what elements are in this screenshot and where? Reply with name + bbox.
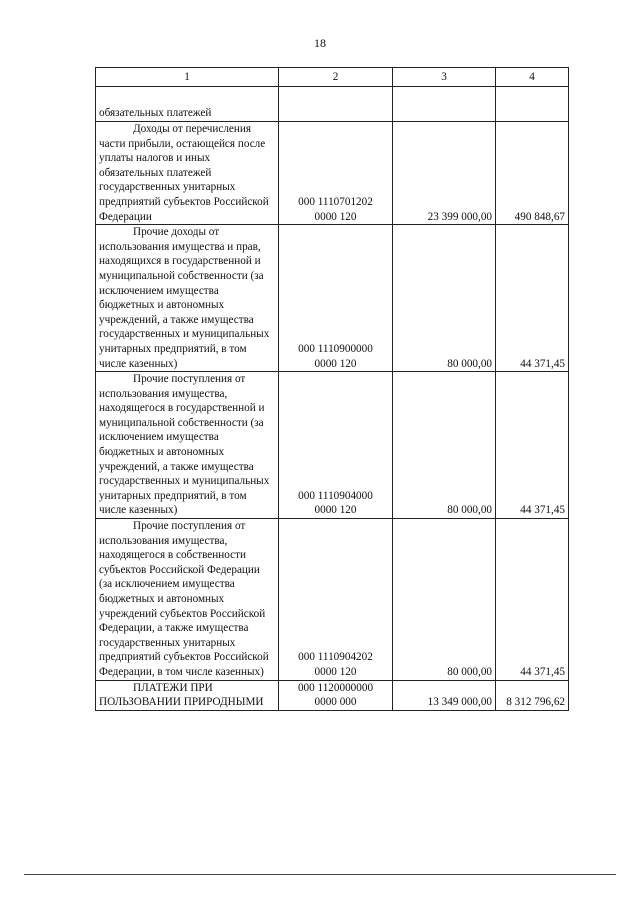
row-code-line1: 000 1110904000 <box>298 489 373 502</box>
revenue-table <box>95 67 569 711</box>
row-fact-value: 44 371,45 <box>496 519 569 681</box>
row-code-line1: 000 1110904202 <box>298 651 373 664</box>
row-fact-value: 44 371,45 <box>496 372 569 519</box>
row-code-cell <box>279 122 393 225</box>
row-name-rest: использования имущества и прав, находящихся в государственной и муниципальной собственности (за исключением имущества бюджетных и автономных учреждений, а также имущества государственных и муниципальных унитарных предприятий, в том числе казенных) <box>99 240 270 370</box>
row-code-line1: 000 1120000000 <box>297 681 374 694</box>
bottom-divider <box>24 874 616 875</box>
row-name-cell <box>96 122 279 225</box>
row-code-cell <box>279 372 393 519</box>
row-name-first-line: Прочие поступления от <box>133 373 246 386</box>
row-fact-value: 44 371,45 <box>496 225 569 372</box>
row-code-line1: 000 1110701202 <box>298 195 373 208</box>
row-code-line2: 0000 120 <box>314 665 357 678</box>
row-name-cell <box>96 225 279 372</box>
row-plan-value: 23 399 000,00 <box>393 122 496 225</box>
page-number: 18 <box>314 36 326 50</box>
row-name-first-line: Прочие поступления от <box>133 520 246 533</box>
row-name-first-line: Прочие доходы от <box>133 226 220 239</box>
continuation-cell <box>96 87 279 122</box>
table-row-continuation <box>96 87 569 122</box>
row-code-line2: 0000 120 <box>314 210 357 223</box>
row-name-rest: использования имущества, находящегося в государственной и муниципальной собственности (за исключением имущества бюджетных и автономных учреждений, а также имущества государственных и муниципальных унитарных предприятий, в том числе казенных) <box>99 387 270 517</box>
empty-cell <box>496 87 569 122</box>
row-code-cell <box>279 519 393 681</box>
row-name-first-line: ПЛАТЕЖИ ПРИ <box>133 681 213 694</box>
row-name-cell <box>96 680 279 710</box>
empty-cell <box>393 87 496 122</box>
row-fact-value: 490 848,67 <box>496 122 569 225</box>
row-fact-value: 8 312 796,62 <box>496 680 569 710</box>
row-name-first-line: Доходы от перечисления <box>133 123 252 135</box>
row-name-rest: использования имущества, находящегося в собственности субъектов Российской Федерации (за исключением имущества бюджетных и автономных учреждений субъектов Российской Федерации, а также имущества государственных унитарных предприятий субъектов Российской Федерации, в том числе казенных) <box>99 534 269 678</box>
row-name-cell <box>96 372 279 519</box>
column-header-4: 4 <box>496 68 569 87</box>
row-plan-value: 80 000,00 <box>393 225 496 372</box>
row-plan-value: 13 349 000,00 <box>393 680 496 710</box>
row-code-line2: 0000 120 <box>314 504 357 517</box>
row-code-line2: 0000 000 <box>314 696 357 709</box>
table-header-row <box>96 68 569 87</box>
row-code-line2: 0000 120 <box>314 357 357 370</box>
empty-cell <box>279 87 393 122</box>
row-code-line1: 000 1110900000 <box>298 342 373 355</box>
column-header-3: 3 <box>393 68 496 87</box>
table-row <box>96 519 569 681</box>
row-name-rest: части прибыли, остающейся после уплаты налогов и иных обязательных платежей государственных унитарных предприятий субъектов Российской Федерации <box>99 137 269 223</box>
row-name-rest: ПОЛЬЗОВАНИИ ПРИРОДНЫМИ <box>99 696 264 709</box>
row-code-cell <box>279 225 393 372</box>
row-plan-value: 80 000,00 <box>393 372 496 519</box>
row-code-cell <box>279 680 393 710</box>
continuation-text: обязательных платежей <box>99 107 212 120</box>
column-header-2: 2 <box>279 68 393 87</box>
column-header-1: 1 <box>96 68 279 87</box>
table-row <box>96 225 569 372</box>
table-row <box>96 680 569 710</box>
row-name-cell <box>96 519 279 681</box>
row-plan-value: 80 000,00 <box>393 519 496 681</box>
table-row <box>96 122 569 225</box>
table-row <box>96 372 569 519</box>
